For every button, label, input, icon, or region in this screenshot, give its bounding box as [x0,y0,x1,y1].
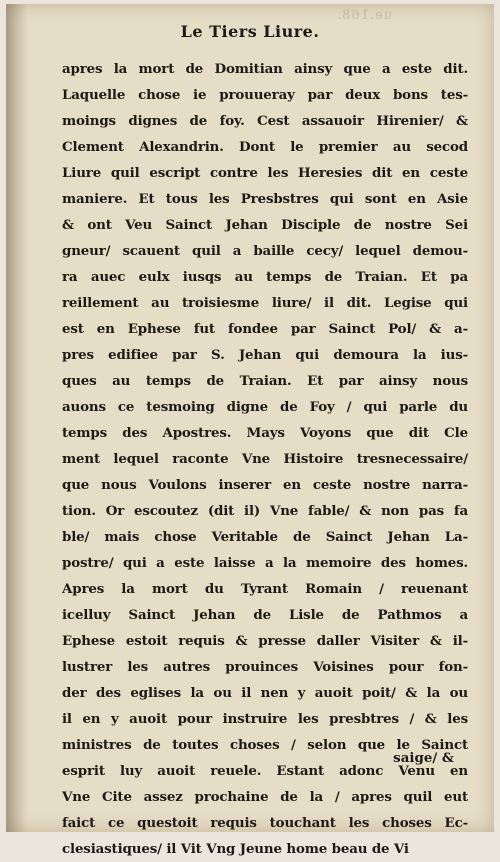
text-line: faict ce questoit requis touchant les choses Ec- [62,815,468,831]
text-line: Vne Cite assez prochaine de la / apres quil eut [62,789,468,805]
text-line: Laquelle chose ie prouueray par deux bons tes- [62,87,468,103]
book-page [6,4,494,857]
running-head: Le Tiers Liure. [180,22,320,41]
text-line: Liure quil escript contre les Heresies dit en ceste [62,165,468,181]
catchword: saige/ & [393,750,454,766]
text-line: der des eglises la ou il nen y auoit poit/ & la ou [62,685,468,701]
text-line: temps des Apostres. Mays Voyons que dit Cle [62,425,468,441]
bleed-through-text: ue.168. [336,8,393,23]
text-line: que nous Voulons inserer en ceste nostre narra- [62,477,468,493]
text-line: Apres la mort du Tyrant Romain / reuenant [62,581,468,597]
text-line: maniere. Et tous les Presbstres qui sont en Asie [62,191,468,207]
text-line: tion. Or escoutez (dit il) Vne fable/ & non pas fa [62,503,468,519]
text-line: ment lequel raconte Vne Histoire tresnecessaire/ [62,451,468,467]
text-line: gneur/ scauent quil a baille cecy/ lequel demou- [62,243,468,259]
text-line: & ont Veu Sainct Jehan Disciple de nostre Sei [62,217,468,233]
text-line: moings dignes de foy. Cest assauoir Hirenier/ & [62,113,468,129]
text-line: ministres de toutes choses / selon que le Sainct [62,737,468,753]
text-line: ques au temps de Traian. Et par ainsy nous [62,373,468,389]
text-line: reillement au troisiesme liure/ il dit. Legise qui [62,295,468,311]
text-line: clesiastiques/ il Vit Vng Jeune home beau de Vi [62,841,409,857]
text-line: auons ce tesmoing digne de Foy / qui parle du [62,399,468,415]
text-line: il en y auoit pour instruire les presbtres / & les [62,711,468,727]
text-line: ble/ mais chose Veritable de Sainct Jehan La- [62,529,468,545]
text-line: postre/ qui a este laisse a la memoire des homes. [62,555,468,571]
text-line: pres edifiee par S. Jehan qui demoura la ius- [62,347,468,363]
text-line: esprit luy auoit reuele. Estant adonc Venu en [62,763,468,779]
text-line: lustrer les autres prouinces Voisines pour fon- [62,659,468,675]
text-line: est en Ephese fut fondee par Sainct Pol/ & a- [62,321,468,337]
body-text-block [62,56,468,862]
text-line: ra auec eulx iusqs au temps de Traian. Et pa [62,269,468,285]
text-line: Clement Alexandrin. Dont le premier au secod [62,139,468,155]
text-line: apres la mort de Domitian ainsy que a este dit. [62,61,468,77]
text-line: Ephese estoit requis & presse daller Visiter & il- [62,633,468,649]
text-line: icelluy Sainct Jehan de Lisle de Pathmos a [62,607,468,623]
